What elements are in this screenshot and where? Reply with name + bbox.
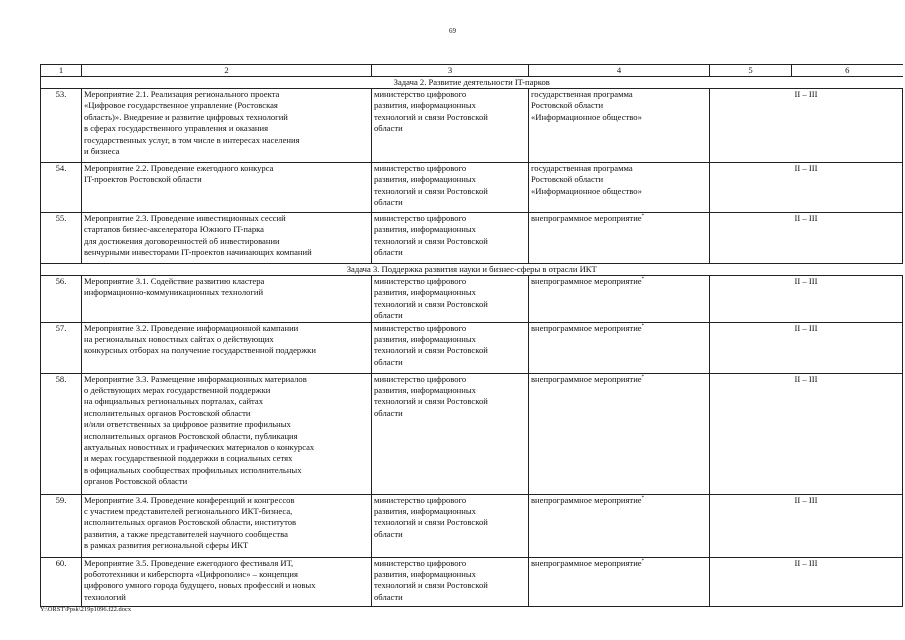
executor-cell: министерство цифрового развития, информационных технологий и связи Ростовской области xyxy=(372,557,529,606)
funding-source-text: государственная программа Ростовской области «Информационное общество» xyxy=(531,163,642,196)
event-cell: Мероприятие 3.1. Содействие развитию кластера информационно-коммуникационных технологий xyxy=(82,276,372,323)
footnote-mark: * xyxy=(641,323,645,329)
event-cell: Мероприятие 2.1. Реализация регионального проекта «Цифровое государственное управление (Ростовская область)». Внедрение и развитие цифровых технологий в сферах государственного управления и оказания государственных услуг, в том числе в интересах населения и бизнеса xyxy=(82,89,372,163)
funding-source-text: государственная программа Ростовской области «Информационное общество» xyxy=(531,89,642,122)
footnote-mark: * xyxy=(641,214,645,220)
row-number: 58. xyxy=(41,373,82,494)
table-row xyxy=(41,213,903,264)
row-number: 55. xyxy=(41,213,82,264)
funding-source-text: внепрограммное мероприятие xyxy=(531,276,642,286)
row-number: 57. xyxy=(41,322,82,373)
column-number: 3 xyxy=(372,65,529,77)
executor-cell: министерство цифрового развития, информационных технологий и связи Ростовской области xyxy=(372,213,529,264)
measures-table xyxy=(40,64,903,607)
event-cell: Мероприятие 2.3. Проведение инвестиционных сессий стартапов бизнес-акселератора Южного IT-парка для достижения договоренностей об инвестировании венчурными инвесторами IT-проектов начинающих компаний xyxy=(82,213,372,264)
footnote-mark: * xyxy=(641,277,645,283)
schedule-cell: II – III xyxy=(710,322,903,373)
event-cell: Мероприятие 2.2. Проведение ежегодного конкурса IT-проектов Ростовской области xyxy=(82,163,372,213)
schedule-cell: II – III xyxy=(710,163,903,213)
executor-cell: министерство цифрового развития, информационных технологий и связи Ростовской области xyxy=(372,89,529,163)
column-number: 5 xyxy=(710,65,792,77)
funding-source-cell xyxy=(529,89,710,163)
funding-source-text: внепрограммное мероприятие xyxy=(531,494,642,505)
footnote-mark: * xyxy=(641,374,645,380)
executor-cell: министерство цифрового развития, информационных технологий и связи Ростовской области xyxy=(372,373,529,494)
column-number-row xyxy=(41,65,903,77)
funding-source-text: внепрограммное мероприятие xyxy=(531,557,642,568)
column-number: 2 xyxy=(82,65,372,77)
funding-source-cell xyxy=(529,557,710,606)
schedule-cell: II – III xyxy=(710,373,903,494)
funding-source-cell xyxy=(529,213,710,264)
row-number: 53. xyxy=(41,89,82,163)
row-number: 56. xyxy=(41,276,82,323)
table-row xyxy=(41,557,903,606)
column-number: 1 xyxy=(41,65,82,77)
funding-source-cell xyxy=(529,494,710,557)
table-row xyxy=(41,89,903,163)
page-number: 69 xyxy=(449,27,456,35)
event-cell: Мероприятие 3.2. Проведение информационной кампании на региональных новостных сайтах о действующих конкурсных отборах на получение государственной поддержки xyxy=(82,322,372,373)
section-title: Задача 3. Поддержка развития науки и бизнес-сферы в отрасли ИКТ xyxy=(41,264,903,276)
executor-cell: министерство цифрового развития, информационных технологий и связи Ростовской области xyxy=(372,322,529,373)
row-number: 59. xyxy=(41,494,82,557)
event-cell: Мероприятие 3.4. Проведение конференций и конгрессов с участием представителей регионального ИКТ-бизнеса, исполнительных органов Ростовской области, институтов развития, а также представителей научного сообщества в рамках развития региональной сферы ИКТ xyxy=(82,494,372,557)
schedule-cell: II – III xyxy=(710,557,903,606)
executor-cell: министерство цифрового развития, информационных технологий и связи Ростовской области xyxy=(372,494,529,557)
column-number: 4 xyxy=(529,65,710,77)
schedule-cell: II – III xyxy=(710,494,903,557)
table-row xyxy=(41,494,903,557)
schedule-cell: II – III xyxy=(710,276,903,323)
table-row xyxy=(41,276,903,323)
executor-cell: министерство цифрового развития, информационных технологий и связи Ростовской области xyxy=(372,163,529,213)
row-number: 60. xyxy=(41,557,82,606)
event-cell: Мероприятие 3.3. Размещение информационных материалов о действующих мерах государственной поддержки на официальных региональных порталах, сайтах исполнительных органов Ростовской области и/или ответственных за цифровое развитие профильных исполнительных органов Ростовской области, публикация актуальных новостных и графических материалов о конкурсах и мерах государственной поддержки в социальных сетях в официальных сообществах профильных исполнительных органов Ростовской области xyxy=(82,373,372,494)
table-row xyxy=(41,322,903,373)
table-row xyxy=(41,163,903,213)
funding-source-cell xyxy=(529,163,710,213)
row-number: 54. xyxy=(41,163,82,213)
funding-source-text: внепрограммное мероприятие xyxy=(531,213,642,223)
column-number: 6 xyxy=(792,65,903,77)
executor-cell: министерство цифрового развития, информационных технологий и связи Ростовской области xyxy=(372,276,529,323)
funding-source-cell xyxy=(529,322,710,373)
section-header-row xyxy=(41,77,903,89)
footnote-mark: * xyxy=(641,558,645,564)
funding-source-text: внепрограммное мероприятие xyxy=(531,373,642,384)
schedule-cell: II – III xyxy=(710,89,903,163)
file-path-footer: Y:\ORST\Ppsk\219p1096.f22.docx xyxy=(40,606,132,613)
funding-source-text: внепрограммное мероприятие xyxy=(531,322,642,333)
footnote-mark: * xyxy=(641,495,645,501)
funding-source-cell xyxy=(529,276,710,323)
event-cell: Мероприятие 3.5. Проведение ежегодного фестиваля ИТ, робототехники и киберспорта «Цифрополис» – концепция цифрового умного города будущего, новых профессий и новых технологий xyxy=(82,557,372,606)
section-header-row xyxy=(41,264,903,276)
schedule-cell: II – III xyxy=(710,213,903,264)
section-title: Задача 2. Развитие деятельности IT-парков xyxy=(41,77,903,89)
funding-source-cell xyxy=(529,373,710,494)
table-row xyxy=(41,373,903,494)
